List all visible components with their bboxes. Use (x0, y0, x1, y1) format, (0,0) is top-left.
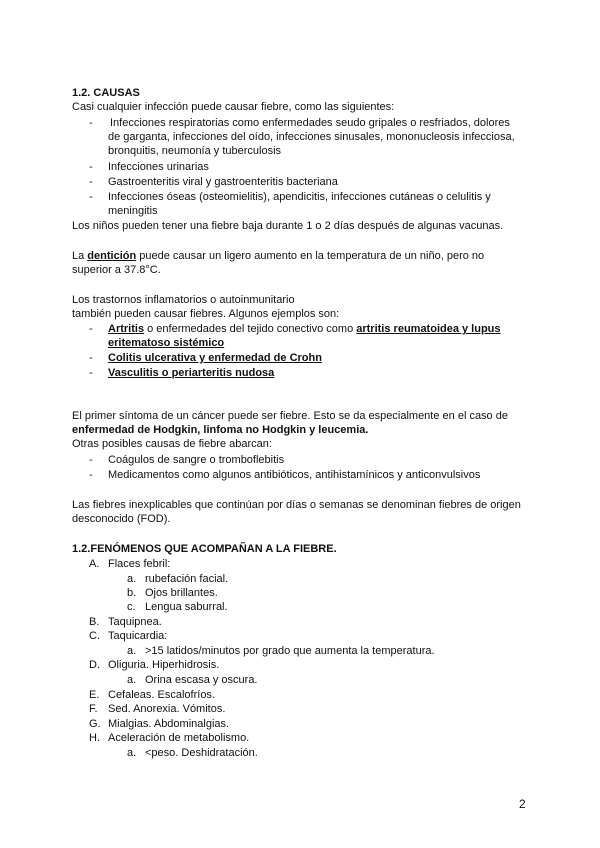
list-item-f: Sed. Anorexia. Vómitos. (108, 703, 226, 715)
list-marker: A. (89, 558, 100, 570)
section-heading-fenomenos: 1.2.FENÓMENOS QUE ACOMPAÑAN A LA FIEBRE. (72, 543, 337, 555)
intro-text: Casi cualquier infección puede causar fiebre, como las siguientes: (72, 101, 395, 113)
list-marker: E. (89, 689, 100, 701)
list-item-vasculitis: Vasculitis o periarteritis nudosa (108, 367, 275, 379)
list-bullet: - (89, 191, 93, 203)
page-number: 2 (519, 797, 526, 811)
sub-list-marker: a. (127, 747, 137, 759)
sub-item-peso: <peso. Deshidratación. (145, 747, 258, 759)
list-bullet: - (89, 176, 93, 188)
list-item-d: Oliguria. Hiperhidrosis. (108, 659, 220, 671)
dentition-term: dentición (87, 250, 137, 262)
sub-item-latidos: >15 latidos/minutos por grado que aumenta la temperatura. (145, 645, 435, 657)
list-bullet: - (89, 161, 93, 173)
cancer-line1: El primer síntoma de un cáncer puede ser fiebre. Esto se da especialmente en el caso de (72, 410, 508, 422)
list-item-b: Taquipnea. (108, 616, 162, 628)
inflammatory-line1: Los trastornos inflamatorios o autoinmunitario (72, 294, 295, 306)
sub-item-lengua: Lengua saburral. (145, 601, 228, 613)
list-item-bone-line1: Infecciones óseas (osteomielitis), apendicitis, infecciones cutáneas o celulitis y (108, 191, 491, 203)
list-item-colitis: Colitis ulcerativa y enfermedad de Crohn (108, 352, 322, 364)
sub-list-marker: a. (127, 573, 137, 585)
dentition-line2: superior a 37.8°C. (72, 264, 161, 276)
section-heading-causas: 1.2. CAUSAS (72, 87, 140, 99)
list-item-bone-line2: meningitis (108, 205, 158, 217)
list-item-clots: Coágulos de sangre o tromboflebitis (108, 454, 285, 466)
list-marker: B. (89, 616, 100, 628)
list-bullet: - (89, 454, 93, 466)
list-item-h: Aceleración de metabolismo. (108, 732, 250, 744)
sub-item-ojos: Ojos brillantes. (145, 587, 218, 599)
list-item-arthritis-line2: eritematoso sistémico (108, 337, 225, 349)
list-bullet: - (89, 352, 93, 364)
list-bullet: - (89, 117, 93, 129)
list-item-respiratory-line1: Infecciones respiratorias como enfermedades seudo gripales o resfriados, dolores (110, 117, 510, 129)
list-item-a: Flaces febril: (108, 558, 171, 570)
list-marker: D. (89, 659, 100, 671)
list-marker: F. (89, 703, 98, 715)
list-item-g: Mialgias. Abdominalgias. (108, 718, 230, 730)
list-item-arthritis (108, 322, 501, 336)
list-item-c: Taquicardia: (108, 630, 168, 642)
sub-list-marker: a. (127, 674, 137, 686)
sub-list-marker: c. (127, 601, 136, 613)
list-bullet: - (89, 323, 93, 335)
arthritis-connector: o enfermedades del tejido conectivo como (144, 323, 357, 335)
sub-list-marker: a. (127, 645, 137, 657)
dentition-suffix: puede causar un ligero aumento en la temperatura de un niño, pero no (136, 250, 485, 262)
list-item-respiratory-line2: de garganta, infecciones del oído, infecciones sinusales, mononucleosis infecciosa, (108, 131, 515, 143)
sub-item-rubefaccion: rubefación facial. (145, 573, 229, 585)
list-marker: C. (89, 630, 100, 642)
sub-item-orina: Orina escasa y oscura. (145, 674, 258, 686)
fod-line1: Las fiebres inexplicables que continúan por días o semanas se denominan fiebres de origen (72, 499, 521, 511)
list-item-gastro: Gastroenteritis viral y gastroenteritis bacteriana (108, 176, 338, 188)
cancer-line3: Otras posibles causas de fiebre abarcan: (72, 438, 272, 450)
dentition-prefix: La (72, 250, 88, 262)
arthritis-term: Artritis (108, 323, 145, 335)
list-marker: H. (89, 732, 100, 744)
list-item-respiratory-line3: bronquitis, neumonía y tuberculosis (108, 145, 282, 157)
list-item-medications: Medicamentos como algunos antibióticos, antihistamínicos y anticonvulsivos (108, 469, 481, 481)
list-bullet: - (89, 469, 93, 481)
list-item-urinary: Infecciones urinarias (108, 161, 209, 173)
list-bullet: - (89, 367, 93, 379)
dentition-line1 (72, 249, 484, 263)
list-marker: G. (89, 718, 101, 730)
list-item-e: Cefaleas. Escalofríos. (108, 689, 215, 701)
cancer-line2: enfermedad de Hodgkin, linfoma no Hodgkin y leucemia. (72, 424, 369, 436)
vaccines-text: Los niños pueden tener una fiebre baja durante 1 o 2 días después de algunas vacunas. (72, 220, 504, 232)
fod-line2: desconocido (FOD). (72, 513, 171, 525)
sub-list-marker: b. (127, 587, 137, 599)
inflammatory-line2: también pueden causar fiebres. Algunos ejemplos son: (72, 308, 340, 320)
rheumatoid-lupus-term: artritis reumatoidea y lupus (356, 323, 501, 335)
